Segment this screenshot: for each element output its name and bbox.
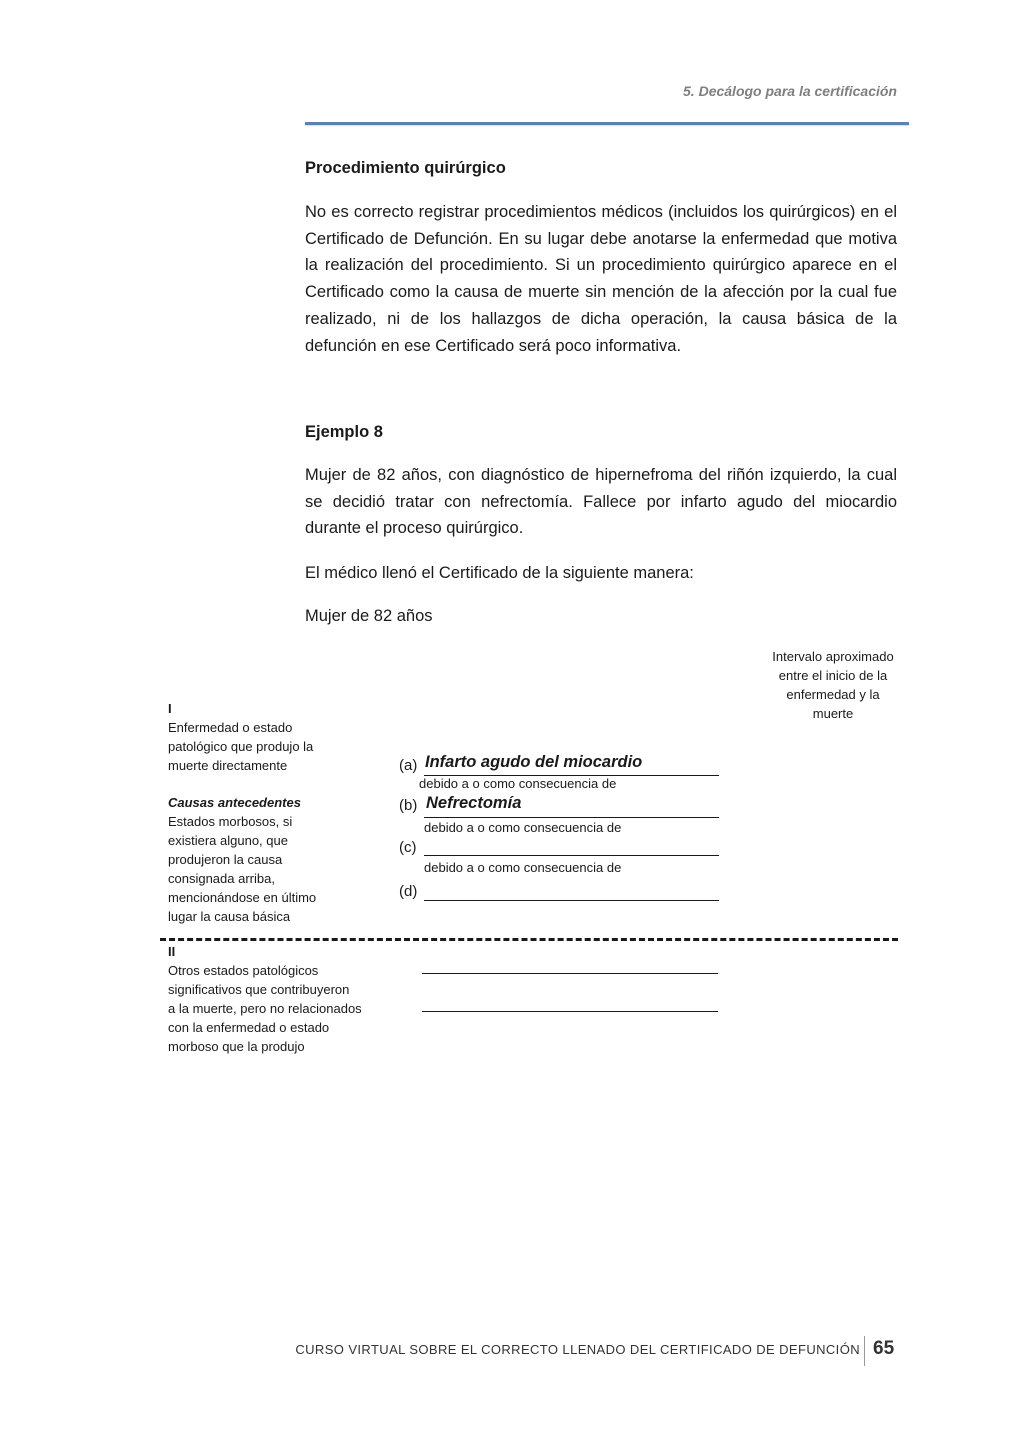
cause-line-d [424,900,719,901]
row-letter-a: (a) [399,757,418,774]
example-heading: Ejemplo 8 [305,423,383,441]
part-two-numeral: II [168,944,176,959]
due-to-c: debido a o como consecuencia de [424,860,622,875]
cause-entry-a: Infarto agudo del miocardio [425,753,643,771]
contributing-line-1 [422,973,718,974]
row-letter-d: (d) [399,883,418,900]
header-rule [305,122,909,125]
section-paragraph: No es correcto registrar procedimientos médicos (incluidos los quirúrgicos) en el Certificado de Defunción. En su lugar debe anotarse la enfermedad que motiva la realización del procedimiento. Si un procedimiento quirúrgico aparece en el Certificado como la causa de muerte sin mención de la afección por la cual fue realizado, ni de los hallazgos de dicha operación, la causa básica de la defunción en ese Certificado será poco informativa. [305,203,897,355]
example-subject: Mujer de 82 años [305,607,433,625]
part-two-label: II Otros estados patológicos significativos que contribuyeron a la muerte, pero no relacionados con la enfermedad o estado morboso que la produjo [168,942,408,1056]
row-letter-b: (b) [399,797,418,814]
due-to-a: debido a o como consecuencia de [419,776,617,791]
running-header: 5. Decálogo para la certificación [683,83,897,99]
due-to-b: debido a o como consecuencia de [424,820,622,835]
footer-course-title: CURSO VIRTUAL SOBRE EL CORRECTO LLENADO DEL CERTIFICADO DE DEFUNCIÓN [295,1342,860,1357]
section-divider [160,938,898,941]
part-one-label: I Enfermedad o estado patológico que produjo la muerte directamente Causas antecedentes Estados morbosos, si existiera alguno, que produjeron la causa consignada arriba, mencionándose en último lugar la causa básica [168,699,388,926]
cause-entry-b: Nefrectomía [426,794,522,812]
example-intro: El médico llenó el Certificado de la siguiente manera: [305,564,694,582]
part-one-numeral: I [168,701,172,716]
contributing-line-2 [422,1011,718,1012]
page-number: 65 [873,1338,895,1359]
row-letter-c: (c) [399,839,417,856]
example-paragraph: Mujer de 82 años, con diagnóstico de hipernefroma del riñón izquierdo, la cual se decidió tratar con nefrectomía. Fallece por infarto agudo del miocardio durante el proceso quirúrgico. [305,466,897,538]
section-heading: Procedimiento quirúrgico [305,159,506,177]
footer-separator [864,1336,865,1366]
interval-label: Intervalo aproximado entre el inicio de la enfermedad y la muerte [772,649,894,721]
cause-line-b [424,817,719,818]
cause-line-c [424,855,719,856]
antecedent-title: Causas antecedentes [168,795,301,810]
